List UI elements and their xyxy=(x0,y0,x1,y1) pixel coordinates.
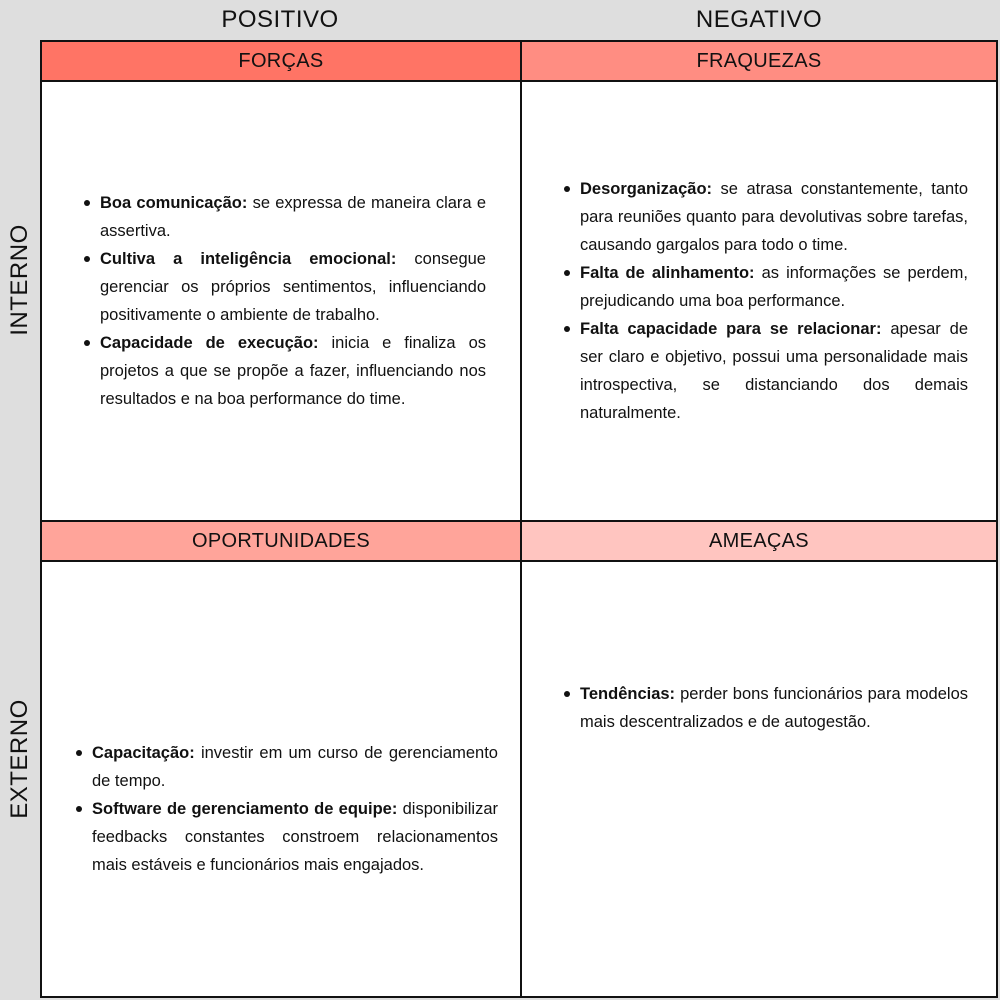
item-text: disponibilizar feedbacks constantes constroem relacionamentos mais estáveis e funcionários mais engajados. xyxy=(92,800,498,874)
quadrant-title-fraquezas: FRAQUEZAS xyxy=(522,42,996,82)
list-forcas xyxy=(82,189,486,413)
column-header-positivo: POSITIVO xyxy=(221,6,339,33)
item-term: Boa comunicação: xyxy=(100,194,248,212)
item-text: investir em um curso de gerenciamento de tempo. xyxy=(92,744,498,790)
list-ameacas xyxy=(562,680,968,736)
row-header-externo-label: EXTERNO xyxy=(6,699,34,819)
item-text: se expressa de maneira clara e assertiva. xyxy=(100,194,486,240)
item-text: inicia e finaliza os projetos a que se propõe a fazer, influenciando nos resultados e na boa performance do time. xyxy=(100,334,486,408)
list-item xyxy=(562,680,968,736)
list-item xyxy=(82,245,486,329)
list-item xyxy=(74,739,498,795)
column-header-negativo: NEGATIVO xyxy=(695,6,823,33)
list-item xyxy=(562,259,968,315)
item-text: se atrasa constantemente, tanto para reuniões quanto para devolutivas sobre tarefas, causando gargalos para todo o time. xyxy=(580,180,968,254)
list-oportunidades xyxy=(74,739,498,879)
item-term: Falta de alinhamento: xyxy=(580,264,755,282)
item-text: perder bons funcionários para modelos mais descentralizados e de autogestão. xyxy=(580,685,969,731)
swot-grid xyxy=(40,40,998,998)
item-term: Falta capacidade para se relacionar: xyxy=(580,320,882,338)
item-text: as informações se perdem, prejudicando uma boa performance. xyxy=(580,264,969,310)
item-term: Desorganização: xyxy=(580,180,713,198)
quadrant-ameacas xyxy=(522,522,996,996)
list-item xyxy=(562,315,968,427)
quadrant-oportunidades xyxy=(42,522,522,996)
list-item xyxy=(82,189,486,245)
item-term: Capacitação: xyxy=(92,744,195,762)
item-term: Capacidade de execução: xyxy=(100,334,319,352)
item-term: Software de gerenciamento de equipe: xyxy=(92,800,398,818)
row-header-interno xyxy=(0,40,40,520)
list-item xyxy=(82,329,486,413)
list-item xyxy=(74,795,498,879)
quadrant-title-oportunidades: OPORTUNIDADES xyxy=(42,522,520,562)
item-term: Tendências: xyxy=(580,685,676,703)
quadrant-title-ameacas: AMEAÇAS xyxy=(522,522,996,562)
quadrant-forcas xyxy=(42,42,522,522)
row-header-interno-label: INTERNO xyxy=(6,224,33,336)
row-header-externo xyxy=(0,520,40,998)
item-term: Cultiva a inteligência emocional: xyxy=(100,250,397,268)
list-item xyxy=(562,175,968,259)
item-text: apesar de ser claro e objetivo, possui uma personalidade mais introspectiva, se distanciando dos demais naturalmente. xyxy=(580,320,968,422)
quadrant-title-forcas: FORÇAS xyxy=(42,42,520,82)
item-text: consegue gerenciar os próprios sentimentos, influenciando positivamente o ambiente de trabalho. xyxy=(100,250,486,324)
quadrant-fraquezas xyxy=(522,42,996,522)
list-fraquezas xyxy=(562,175,968,427)
